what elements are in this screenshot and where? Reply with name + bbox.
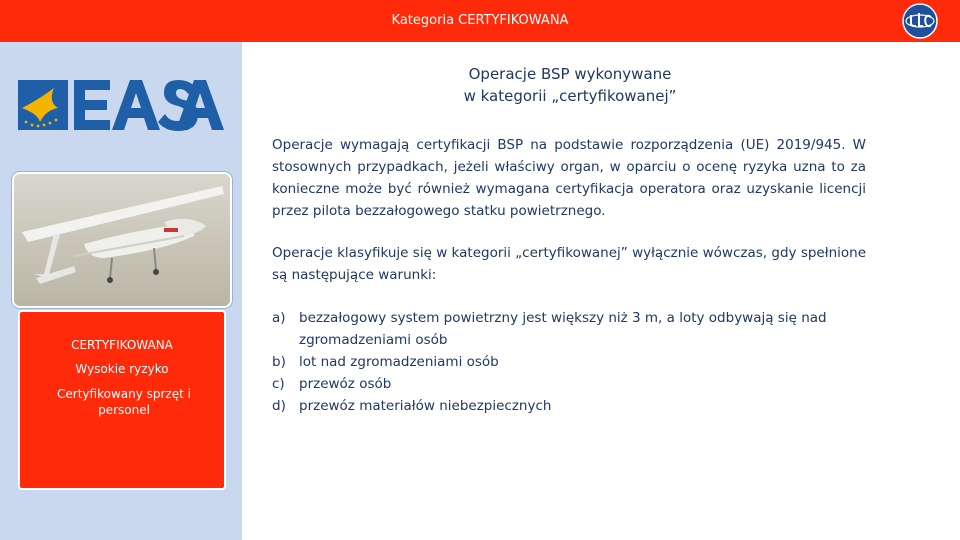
list-item bbox=[272, 307, 872, 351]
paragraph-certification: Operacje wymagają certyfikacji BSP na podstawie rozporządzenia (UE) 2019/945. W stosownych przypadkach, jeżeli właściwy organ, w oparciu o ocenę ryzyka uzna to za konieczne może być również wymagana certyfikacja operatora oraz uzyskanie licencji przez pilota bezzałogowego statku powietrznego. bbox=[272, 137, 866, 219]
list-marker: c) bbox=[272, 376, 285, 392]
list-marker: d) bbox=[272, 398, 286, 414]
page-title: Kategoria CERTYFIKOWANA bbox=[391, 13, 569, 28]
list-item-text: przewóz materiałów niebezpiecznych bbox=[299, 398, 552, 414]
list-item-text: lot nad zgromadzeniami osób bbox=[299, 354, 499, 370]
list-marker: a) bbox=[272, 310, 286, 326]
heading-line-1: Operacje BSP wykonywane bbox=[468, 65, 672, 83]
easa-logo bbox=[18, 78, 224, 132]
conditions-list bbox=[272, 307, 872, 417]
risk-level: Wysokie ryzyko bbox=[75, 362, 169, 376]
list-item-text: przewóz osób bbox=[299, 376, 392, 392]
list-item bbox=[272, 351, 872, 373]
paragraph-classification: Operacje klasyfikuje się w kategorii „certyfikowanej” wyłącznie wówczas, gdy spełnione są następujące warunki: bbox=[272, 245, 866, 283]
list-item-text: bezzałogowy system powietrzny jest większy niż 3 m, a loty odbywają się nad zgromadzeniami osób bbox=[299, 310, 827, 348]
category-card bbox=[18, 310, 226, 490]
list-item bbox=[272, 395, 872, 417]
heading-line-2: w kategorii „certyfikowanej” bbox=[463, 87, 677, 105]
section-heading bbox=[380, 63, 760, 107]
category-title: CERTYFIKOWANA bbox=[71, 338, 173, 352]
list-item bbox=[272, 373, 872, 395]
drone-photo bbox=[12, 172, 232, 308]
ulc-logo bbox=[902, 3, 938, 39]
equipment-requirement: Certyfikowany sprzęt i personel bbox=[57, 387, 191, 417]
list-marker: b) bbox=[272, 354, 286, 370]
